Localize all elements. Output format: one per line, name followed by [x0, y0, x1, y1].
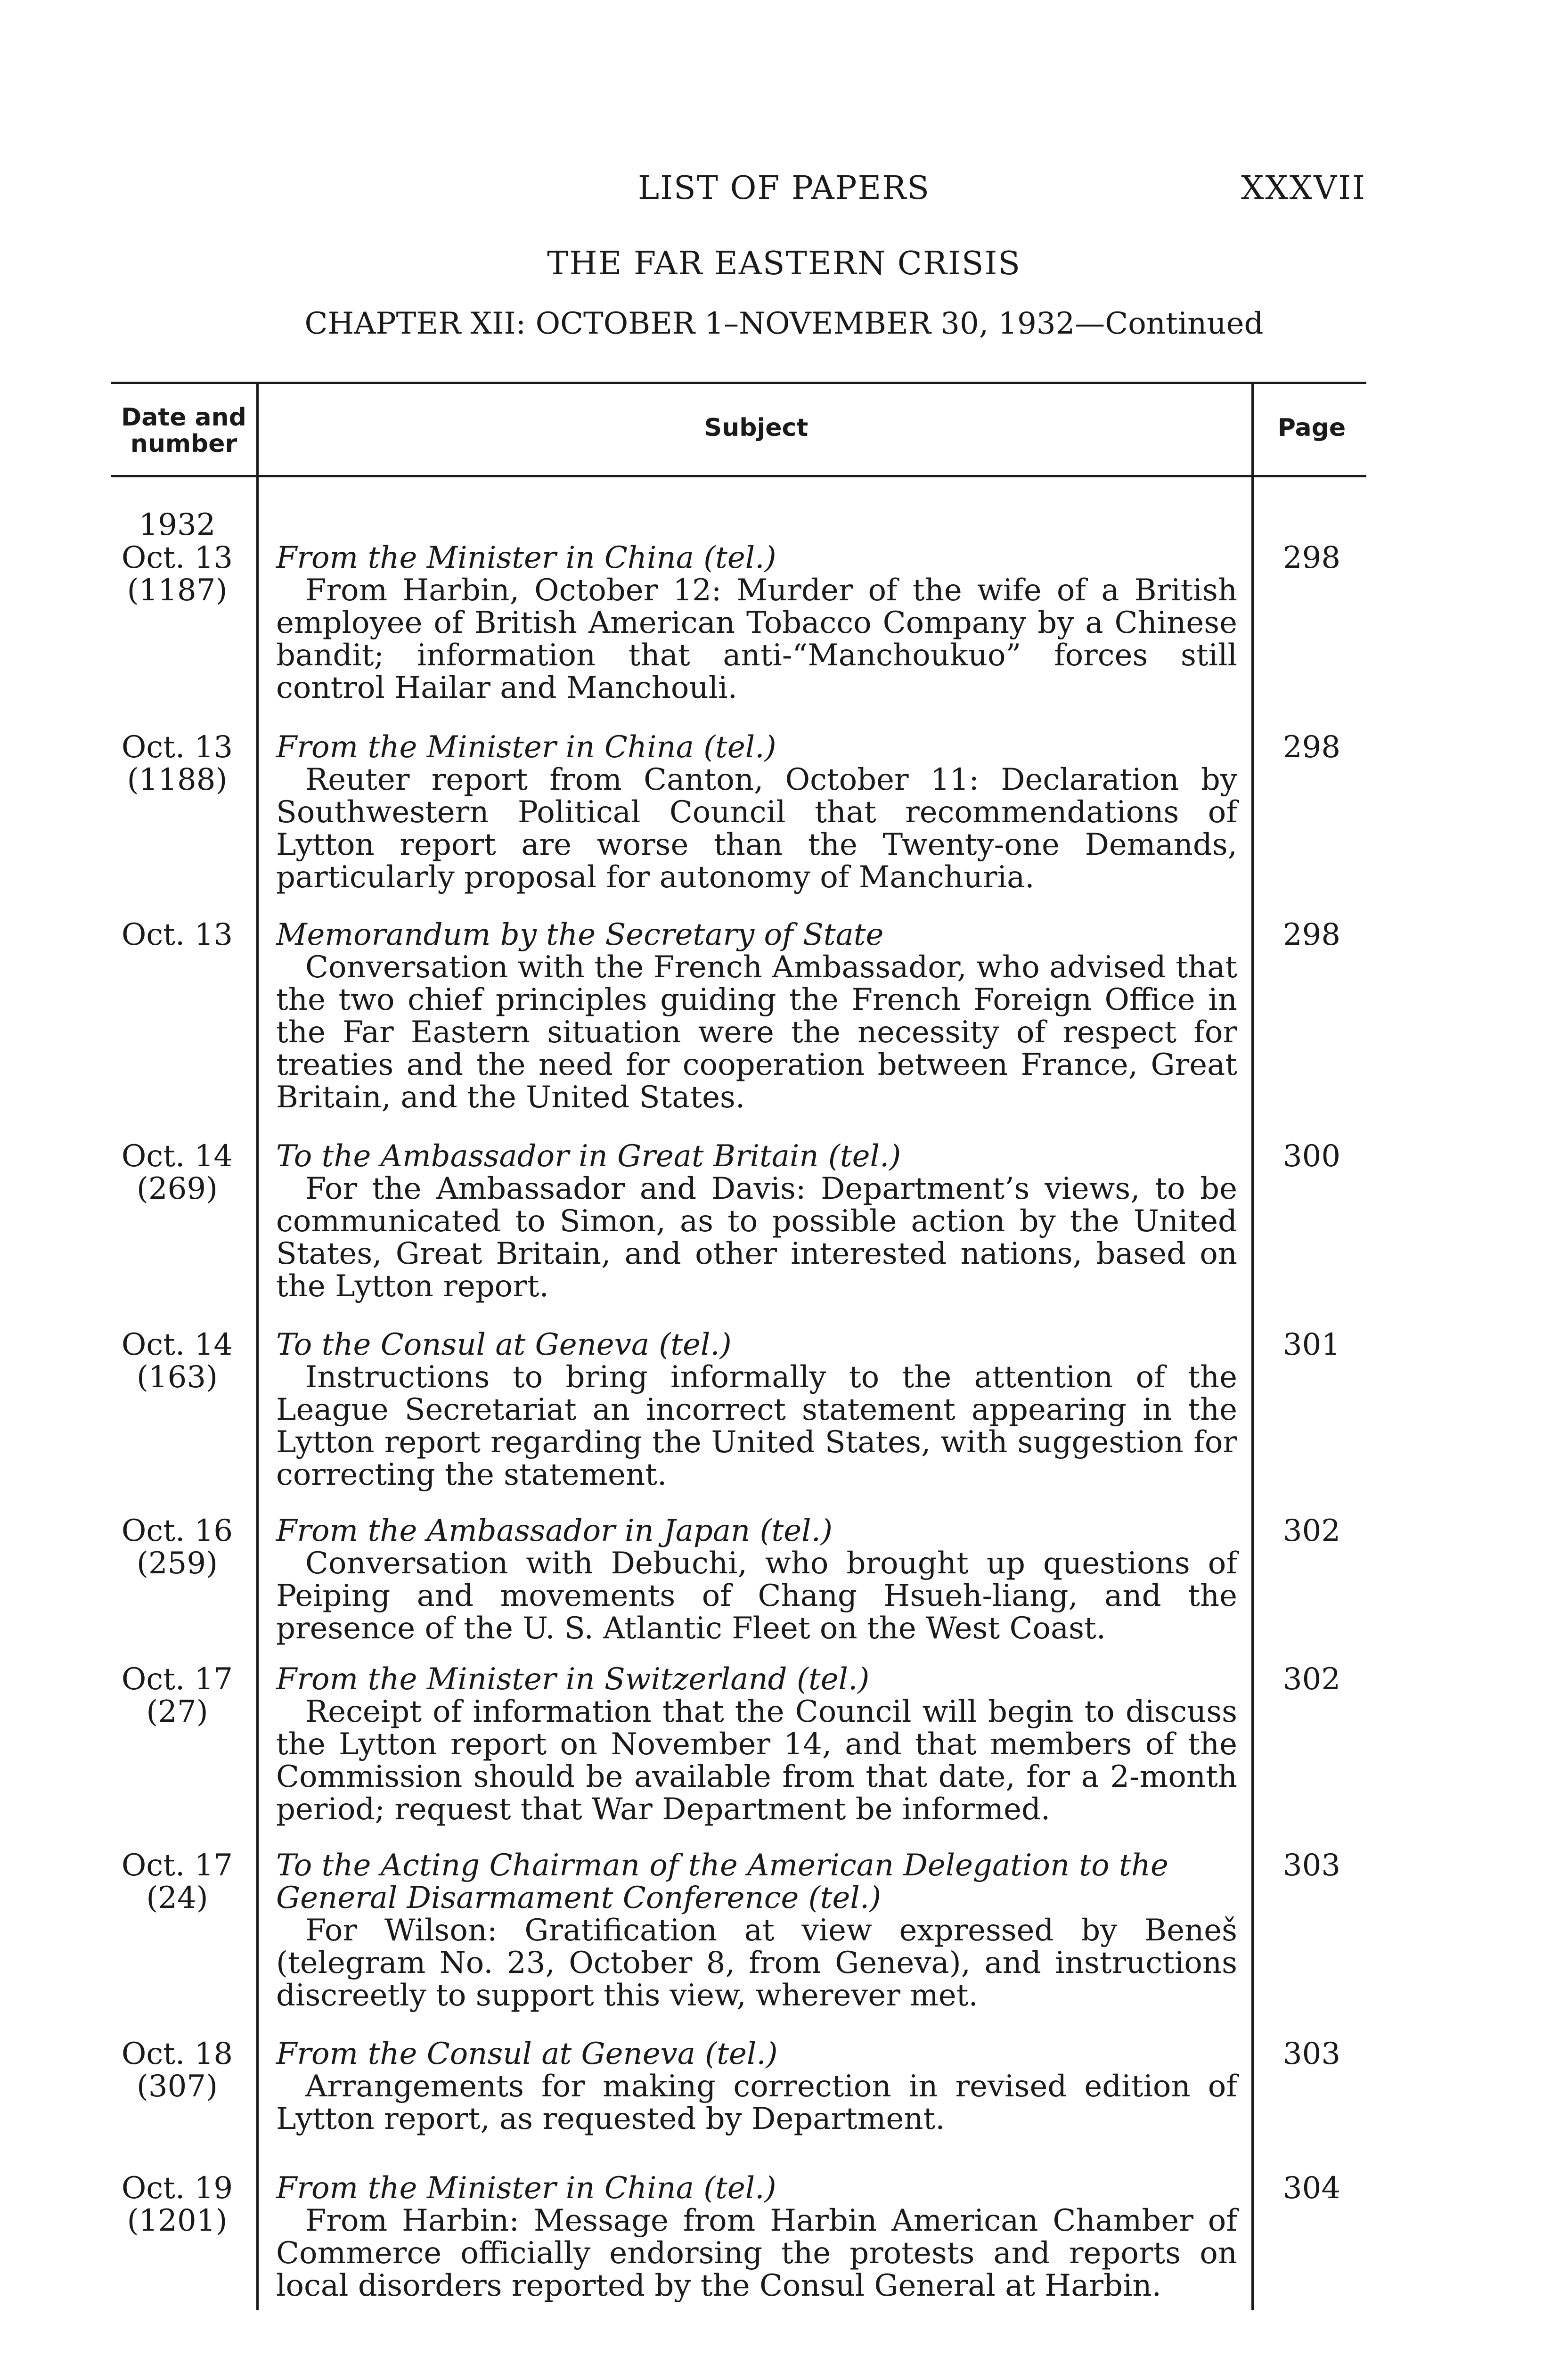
- entry-correspondent: From the Minister in China (tel.): [276, 2171, 776, 2206]
- page-number-roman: XXXVII: [1241, 170, 1366, 207]
- entry-subject: [276, 1663, 1237, 1826]
- entry-correspondent: To the Acting Chairman of the American Delegation to the General Disarmament Conference (tel.): [276, 1848, 1168, 1915]
- entry-number: (27): [146, 1694, 208, 1729]
- entry-date-number: [111, 2172, 243, 2237]
- entry-summary: Conversation with the French Ambassador, who advised that the two chief principles guiding the French Foreign Office in the Far Eastern situation were the necessity of respect for treaties and the need for cooperation between France, Great Britain, and the United States.: [276, 950, 1237, 1115]
- entry-date-number: [111, 1849, 243, 1914]
- entry-subject: [276, 731, 1237, 894]
- entry-correspondent: From the Consul at Geneva (tel.): [276, 2037, 778, 2071]
- entry-subject: [276, 919, 1237, 1114]
- entry-date: Oct. 17: [121, 1662, 233, 1697]
- entry-summary: From Harbin, October 12: Murder of the wife of a British employee of British American Tobacco Company by a Chinese bandit; information that anti-“Manchoukuo” forces still control Hailar and Manchouli.: [276, 573, 1237, 705]
- entry-subject: [276, 2172, 1237, 2302]
- entry-correspondent: From the Minister in China (tel.): [276, 730, 776, 765]
- entry-date-number: [111, 1140, 243, 1205]
- running-title: LIST OF PAPERS: [638, 170, 930, 207]
- entry-correspondent: Memorandum by the Secretary of State: [276, 917, 884, 952]
- entry-number: (163): [136, 1360, 218, 1395]
- table-header-rule: [111, 475, 1366, 477]
- entry-page: 298: [1282, 917, 1341, 952]
- entry-summary: Conversation with Debuchi, who brought up questions of Peiping and movements of Chang Hsueh-liang, and the presence of the U. S. Atlantic Fleet on the West Coast.: [276, 1546, 1237, 1646]
- column-header-date: Date and number: [121, 403, 246, 458]
- entry-summary: Reuter report from Canton, October 11: Declaration by Southwestern Political Council that recommendations of Lytton report are worse than the Twenty-one Demands, particularly proposal for autonomy of Manchuria.: [276, 762, 1237, 895]
- entry-correspondent: From the Ambassador in Japan (tel.): [276, 1513, 833, 1548]
- entry-date: Oct. 17: [121, 1848, 233, 1883]
- entry-summary: For Wilson: Gratification at view expressed by Beneš (telegram No. 23, October 8, from Geneva), and instructions discreetly to support this view, wherever met.: [276, 1913, 1237, 2013]
- entry-date: Oct. 16: [121, 1513, 233, 1548]
- entry-date-number: [111, 1663, 243, 1728]
- entry-summary: For the Ambassador and Davis: Department’s views, to be communicated to Simon, as to possible action by the United States, Great Britain, and other interested nations, based on the Lytton report.: [276, 1171, 1237, 1304]
- entry-subject: [276, 2038, 1237, 2135]
- entry-subject: [276, 1329, 1237, 1491]
- entry-page: 302: [1282, 1662, 1341, 1697]
- entry-subject: [276, 1140, 1237, 1303]
- entry-date: Oct. 13: [121, 540, 233, 575]
- entry-summary: Instructions to bring informally to the attention of the League Secretariat an incorrect statement appearing in the Lytton report regarding the United States, with suggestion for correcting the statement.: [276, 1360, 1237, 1492]
- entry-number: (269): [136, 1171, 218, 1206]
- entry-page: 303: [1282, 1848, 1341, 1883]
- entry-date-number: [111, 1515, 243, 1580]
- entry-number: (1201): [127, 2203, 228, 2238]
- entry-page: 300: [1282, 1139, 1341, 1174]
- entry-date-number: [111, 919, 243, 951]
- entry-correspondent: To the Consul at Geneva (tel.): [276, 1327, 732, 1362]
- table-top-rule: [111, 382, 1366, 384]
- entry-correspondent: To the Ambassador in Great Britain (tel.): [276, 1139, 901, 1174]
- entry-subject: [276, 1849, 1237, 2012]
- entry-subject: [276, 1515, 1237, 1645]
- entry-date: Oct. 18: [121, 2037, 233, 2071]
- entry-summary: From Harbin: Message from Harbin American Chamber of Commerce officially endorsing the protests and reports on local disorders reported by the Consul General at Harbin.: [276, 2203, 1237, 2303]
- entry-summary: Arrangements for making correction in revised edition of Lytton report, as requested by Department.: [276, 2069, 1237, 2136]
- column-header-subject: Subject: [704, 414, 808, 442]
- entry-number: (24): [146, 1881, 208, 1915]
- entry-page: 301: [1282, 1327, 1341, 1362]
- entry-number: (1187): [127, 573, 228, 608]
- entry-number: (259): [136, 1546, 218, 1581]
- entry-page: 302: [1282, 1513, 1341, 1548]
- entry-date: Oct. 14: [121, 1139, 233, 1174]
- entry-number: (307): [136, 2069, 218, 2104]
- entry-date: Oct. 19: [121, 2171, 233, 2206]
- entry-subject: [276, 542, 1237, 704]
- column-divider-right: [1251, 383, 1254, 2310]
- chapter-heading: CHAPTER XII: OCTOBER 1–NOVEMBER 30, 1932—Continued: [304, 306, 1264, 341]
- entry-date-number: [111, 2038, 243, 2103]
- column-header-page: Page: [1277, 414, 1346, 442]
- entry-page: 298: [1282, 730, 1341, 765]
- entry-page: 298: [1282, 540, 1341, 575]
- entry-date: Oct. 13: [121, 730, 233, 765]
- entry-number: (1188): [127, 762, 228, 797]
- entry-correspondent: From the Minister in Switzerland (tel.): [276, 1662, 870, 1697]
- entry-summary: Receipt of information that the Council will begin to discuss the Lytton report on November 14, and that members of the Commission should be available from that date, for a 2-month period; request that War Department be informed.: [276, 1694, 1237, 1827]
- entry-date: Oct. 13: [121, 917, 233, 952]
- entry-date-number: [111, 731, 243, 796]
- column-divider-left: [256, 383, 259, 2310]
- year-label: 1932: [139, 507, 216, 542]
- entry-date-number: [111, 1329, 243, 1394]
- entry-page: 303: [1282, 2037, 1341, 2071]
- entry-correspondent: From the Minister in China (tel.): [276, 540, 776, 575]
- entry-page: 304: [1282, 2171, 1341, 2206]
- entry-date-number: [111, 542, 243, 607]
- entry-date: Oct. 14: [121, 1327, 233, 1362]
- section-title: THE FAR EASTERN CRISIS: [547, 245, 1021, 282]
